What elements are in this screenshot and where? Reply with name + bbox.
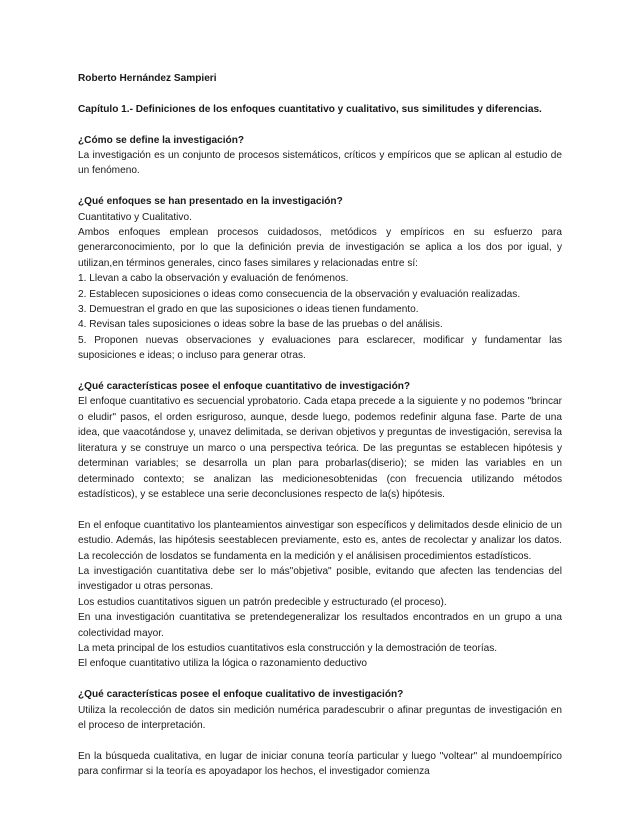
- section-heading-qualitative: ¿Qué características posee el enfoque cualitativo de investigación?: [78, 689, 404, 701]
- list-item: 3. Demuestran el grado en que las suposiciones o ideas tienen fundamento.: [78, 304, 419, 316]
- section-text-definition: La investigación es un conjunto de procesos sistemáticos, críticos y empíricos que se aplican al estudio de un fenómeno.: [78, 150, 562, 177]
- list-item: 2. Establecen suposiciones o ideas como consecuencia de la observación y evaluación realizadas.: [78, 288, 521, 300]
- author-name: Roberto Hernández Sampieri: [78, 73, 217, 84]
- quantitative-line: En una investigación cuantitativa se pretendegeneralizar los resultados encontrados en un grupo a una colectividad mayor.: [78, 612, 562, 639]
- quantitative-line: El enfoque cuantitativo utiliza la lógica o razonamiento deductivo: [78, 658, 367, 670]
- qualitative-paragraph-2: En la búsqueda cualitativa, en lugar de iniciar conuna teoría particular y luego "voltear" al mundoempírico para confirmar si la teoría es apoyadapor los hechos, el investigador comienza: [78, 750, 562, 778]
- quantitative-paragraph-2: En el enfoque cuantitativo los planteamientos ainvestigar son específicos y delimitados desde elinicio de un estudio. Además, las hipótesis seestablecen previamente, esto es, antes de recolectar y analizar los datos. La recolección de losdatos se fundamenta en la medición y el análisisen procedimientos estadísticos.: [78, 519, 562, 562]
- section-heading-definition: ¿Cómo se define la investigación?: [78, 134, 245, 146]
- list-item: 4. Revisan tales suposiciones o ideas sobre la base de las pruebas o del análisis.: [78, 319, 443, 331]
- chapter-title: Capítulo 1.- Definiciones de los enfoques cuantitativo y cualitativo, sus similitudes y diferencias.: [78, 103, 542, 115]
- document-page: [78, 71, 562, 780]
- list-item: 1. Llevan a cabo la observación y evaluación de fenómenos.: [78, 273, 349, 285]
- quantitative-line: La meta principal de los estudios cuantitativos esla construcción y la demostración de teorías.: [78, 642, 498, 654]
- section-heading-quantitative: ¿Qué características posee el enfoque cuantitativo de investigación?: [78, 381, 411, 393]
- approaches-paragraph: Ambos enfoques emplean procesos cuidadosos, metódicos y empíricos en su esfuerzo para generarconocimiento, por lo que la definición previa de investigación se aplica a los dos por igual, y utilizan,en términos generales, cinco fases similares y relacionadas entre sí:: [78, 227, 562, 269]
- approaches-line: Cuantitativo y Cualitativo.: [78, 211, 192, 223]
- section-heading-approaches: ¿Qué enfoques se han presentado en la investigación?: [78, 196, 343, 208]
- quantitative-line: La investigación cuantitativa debe ser lo más"objetiva" posible, evitando que afecten las tendencias del investigador u otras personas.: [78, 565, 562, 593]
- qualitative-paragraph-1: Utiliza la recolección de datos sin medición numérica paradescubrir o afinar preguntas de investigación en el proceso de interpretación.: [78, 704, 562, 731]
- quantitative-paragraph-1: El enfoque cuantitativo es secuencial yprobatorio. Cada etapa precede a la siguiente y no podemos "brincar o eludir" pasos, el orden esriguroso, aunque, desde luego, podemos redefinir alguna fase. Parte de una idea, que vaacotándose y, unavez delimitada, se derivan objetivos y preguntas de investigación, serevisa la literatura y se construye un marco o una perspectiva teórica. De las preguntas se establecen hipótesis y determinan variables; se desarrolla un plan para probarlas(diserio); se miden las variables en un determinado contexto; se analizan las medicionesobtenidas (con frecuencia utilizando métodos estadísticos), y se establece una serie deconclusiones respecto de la(s) hipótesis.: [78, 396, 562, 500]
- list-item: 5. Proponen nuevas observaciones y evaluaciones para esclarecer, modificar y fundamentar las suposiciones e ideas; o incluso para generar otras.: [78, 334, 562, 362]
- quantitative-line: Los estudios cuantitativos siguen un patrón predecible y estructurado (el proceso).: [78, 596, 447, 608]
